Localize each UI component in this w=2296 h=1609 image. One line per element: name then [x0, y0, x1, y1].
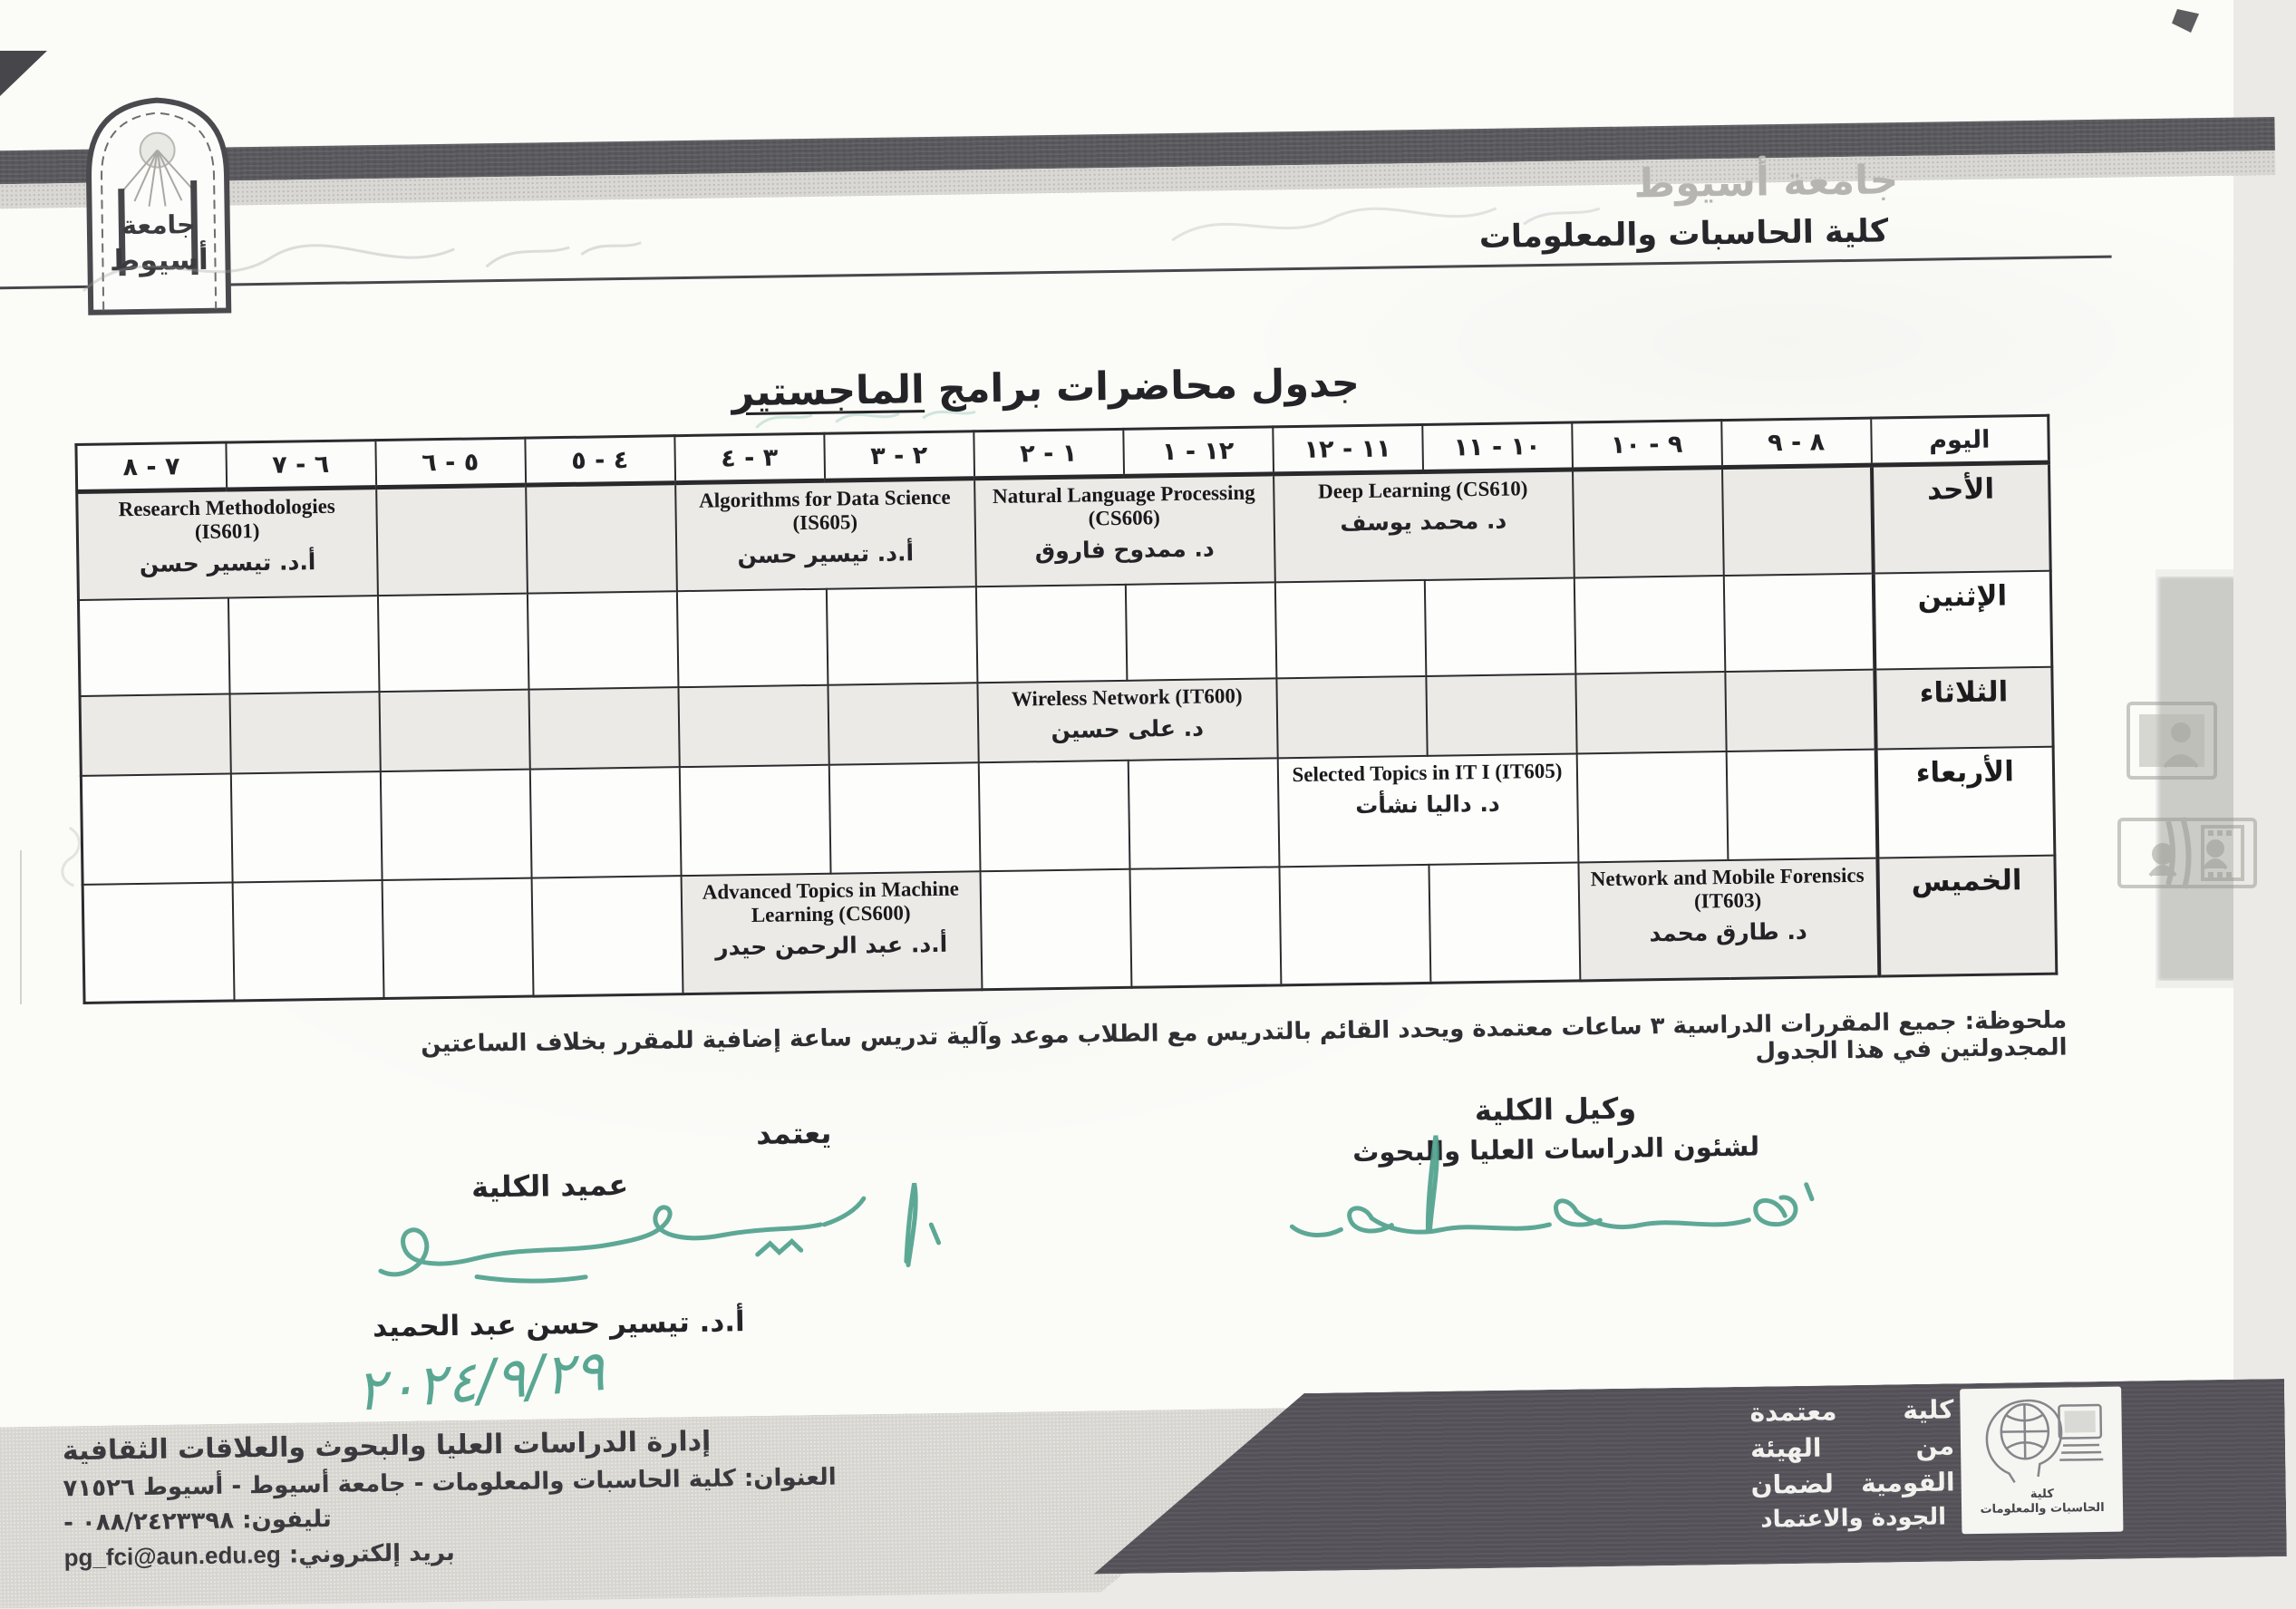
document-title [619, 359, 1472, 417]
empty-cell [678, 685, 828, 767]
empty-cell [1576, 751, 1728, 862]
accreditation-word: الهيئة [1749, 1432, 1822, 1464]
empty-cell [526, 483, 677, 594]
empty-cell [80, 694, 230, 776]
empty-cell [975, 585, 1127, 683]
note-text: جميع المقررات الدراسية ٣ ساعات معتمدة ويحدد القائم بالتدريس مع الطلاب موعد وآلية تدريس ساعة إضافية للمقرر بخلاف الساعتين المجدولتين في هذا الجدول [420, 1008, 2068, 1066]
accreditation-line [1751, 1503, 1956, 1542]
course-cell-research-methodologies [77, 488, 378, 600]
accreditation-block [1749, 1394, 1955, 1542]
empty-cell [676, 589, 828, 687]
footer-contact-block [63, 1420, 1061, 1579]
empty-cell [527, 591, 678, 689]
empty-cell [377, 594, 528, 692]
faculty-name: كلية الحاسبات والمعلومات [1478, 213, 1889, 257]
dean-title: عميد الكلية [470, 1168, 629, 1205]
empty-cell [81, 774, 232, 885]
document-title-main: جدول محاضرات برامج [937, 360, 1361, 412]
empty-cell [1429, 862, 1580, 983]
empty-cell [980, 869, 1131, 990]
vice-dean-subtitle: لشئون الدراسات العليا والبحوث [1351, 1130, 1760, 1168]
empty-cell [1424, 577, 1575, 675]
course-instructor: د. ممدوح فاروق [1034, 534, 1215, 564]
course-instructor: د. على حسين [1051, 714, 1205, 743]
empty-cell [1276, 676, 1427, 758]
vice-dean-title: وكيل الكلية [1474, 1090, 1637, 1129]
empty-cell [1129, 867, 1281, 987]
course-title: Deep Learning (CS610) [1318, 477, 1528, 503]
course-instructor: د. محمد يوسف [1340, 507, 1507, 537]
footer-email-line [63, 1529, 1061, 1572]
empty-cell [1726, 750, 1877, 860]
empty-cell [82, 882, 234, 1003]
course-title: Wireless Network (IT600) [1011, 683, 1243, 711]
footer-phone: تليفون: ٠٨٨/٢٤٢٣٣٩٨ - [63, 1505, 332, 1537]
edge-strip-icons [2156, 577, 2233, 966]
time-slot-header: ٧ - ٨ [76, 442, 227, 491]
empty-cell [232, 880, 383, 1001]
day-cell-monday: الإثنين [1873, 571, 2052, 670]
dean-name: أ.د. تيسير حسن عبد الحميد [372, 1305, 745, 1344]
day-cell-thursday: الخميس [1877, 856, 2057, 976]
pencil-scribble [73, 208, 655, 321]
faculty-logo-box [1960, 1387, 2123, 1535]
scanner-edge-strip [2156, 569, 2233, 988]
pencil-scribble [1160, 170, 1632, 263]
empty-cell [1574, 576, 1725, 674]
course-title: Natural Language Processing (CS606) [992, 480, 1255, 530]
course-cell-selected-topics-it [1277, 753, 1578, 867]
accreditation-word: من [1915, 1430, 1955, 1462]
empty-cell [531, 876, 683, 996]
empty-cell [1723, 574, 1875, 672]
day-column-header: اليوم [1871, 415, 2049, 465]
empty-cell [1426, 674, 1576, 755]
course-title: Research Methodologies (IS601) [118, 494, 335, 543]
empty-cell [382, 878, 533, 999]
time-slot-header: ٨ - ٩ [1721, 418, 1872, 467]
time-slot-header: ٤ - ٥ [525, 436, 675, 485]
document-title-underlined: الماجستير [731, 367, 925, 416]
handwritten-date: ٢٠٢٤/٩/٢٩ [353, 1337, 607, 1424]
empty-cell [228, 596, 379, 693]
empty-cell [78, 598, 229, 696]
scan-crease-line [20, 850, 22, 1004]
empty-cell [529, 767, 681, 877]
empty-cell [1128, 758, 1279, 868]
empty-cell [1725, 670, 1875, 751]
course-title: Algorithms for Data Science (IS605) [699, 485, 951, 535]
course-instructor: أ.د. تيسير حسن [139, 548, 316, 577]
university-name: جامعة أسيوط [1633, 157, 1899, 208]
svg-text:جامعة: جامعة [121, 209, 196, 241]
faculty-logo-icon [1968, 1387, 2115, 1487]
time-slot-header: ٥ - ٦ [375, 438, 526, 487]
accreditation-line [1749, 1394, 1954, 1433]
footer-address: العنوان: كلية الحاسبات والمعلومات - جامعة أسيوط - أسيوط ٧١٥٢٦ [63, 1463, 837, 1503]
course-cell-nlp [974, 474, 1275, 586]
empty-cell [1575, 672, 1726, 753]
course-title: Advanced Topics in Machine Learning (CS600) [702, 877, 960, 926]
day-cell-wednesday: الأربعاء [1875, 747, 2055, 858]
time-slot-header: ٩ - ١٠ [1572, 421, 1722, 470]
faculty-logo-caption-2: الحاسبات والمعلومات [1980, 1501, 2105, 1517]
accreditation-word: القومية [1860, 1467, 1955, 1498]
course-instructor: د. داليا نشأت [1355, 790, 1500, 819]
empty-cell [1274, 580, 1426, 678]
time-slot-header: ٦ - ٧ [226, 441, 376, 489]
time-slot-header: ١١ - ١٢ [1273, 424, 1423, 473]
accreditation-word: معتمدة [1749, 1396, 1837, 1428]
footer-email: pg_fci@aun.edu.eg [63, 1540, 281, 1572]
course-instructor: أ.د. عبد الرحمن حيدر [714, 930, 948, 961]
course-cell-wireless-network [977, 678, 1277, 762]
time-slot-header: ٣ - ٤ [674, 433, 825, 482]
empty-cell [679, 765, 830, 876]
empty-cell [230, 771, 382, 882]
empty-cell [229, 692, 380, 773]
accreditation-word: كلية [1903, 1394, 1954, 1426]
course-instructor: أ.د. تيسير حسن [737, 538, 915, 568]
empty-cell [1573, 468, 1724, 578]
empty-cell [828, 762, 980, 873]
note-label: ملحوظة: [1964, 1006, 2068, 1036]
schedule-table-container [74, 414, 2058, 1004]
svg-text:أسيوط: أسيوط [109, 241, 209, 278]
empty-cell [1125, 582, 1276, 680]
footer-department: إدارة الدراسات العليا والبحوث والعلاقات الثقافية [62, 1425, 712, 1468]
empty-cell [1721, 465, 1873, 576]
empty-cell [1279, 865, 1430, 985]
course-title: Network and Mobile Forensics (IT603) [1590, 863, 1865, 913]
empty-cell [826, 586, 977, 684]
schedule-table [74, 414, 2058, 1004]
course-instructor: د. طارق محمد [1649, 917, 1807, 946]
course-cell-algorithms-data-science [675, 479, 976, 591]
course-cell-network-forensics [1578, 858, 1879, 981]
day-cell-sunday: الأحد [1871, 462, 2050, 573]
empty-cell [978, 761, 1129, 871]
accreditation-line [1750, 1430, 1955, 1469]
vice-dean-signature [1276, 1125, 1822, 1278]
dean-signature [367, 1176, 967, 1321]
day-cell-tuesday: الثلاثاء [1875, 667, 2053, 750]
footer-email-label: بريد إلكتروني: [280, 1538, 456, 1569]
time-slot-header: ١٢ - ١ [1123, 427, 1274, 476]
dean-approve-label: يعتمد [755, 1115, 832, 1151]
empty-cell [828, 683, 978, 764]
accreditation-word: الجودة والاعتماد [1760, 1503, 1947, 1534]
accreditation-word: لضمان [1750, 1468, 1835, 1500]
accreditation-line [1750, 1467, 1955, 1506]
schedule-note [390, 1006, 2068, 1085]
faculty-logo-caption-1: كلية [2030, 1487, 2054, 1502]
time-slot-header: ١٠ - ١١ [1422, 422, 1573, 471]
empty-cell [528, 687, 679, 769]
time-slot-header: ١ - ٢ [974, 429, 1124, 478]
course-cell-advanced-ml [681, 871, 982, 994]
course-title: Selected Topics in IT I (IT605) [1292, 759, 1563, 787]
course-cell-deep-learning [1274, 470, 1574, 582]
empty-cell [380, 770, 531, 880]
empty-cell [376, 485, 528, 596]
time-slot-header: ٢ - ٣ [824, 431, 974, 480]
empty-cell [379, 690, 529, 771]
